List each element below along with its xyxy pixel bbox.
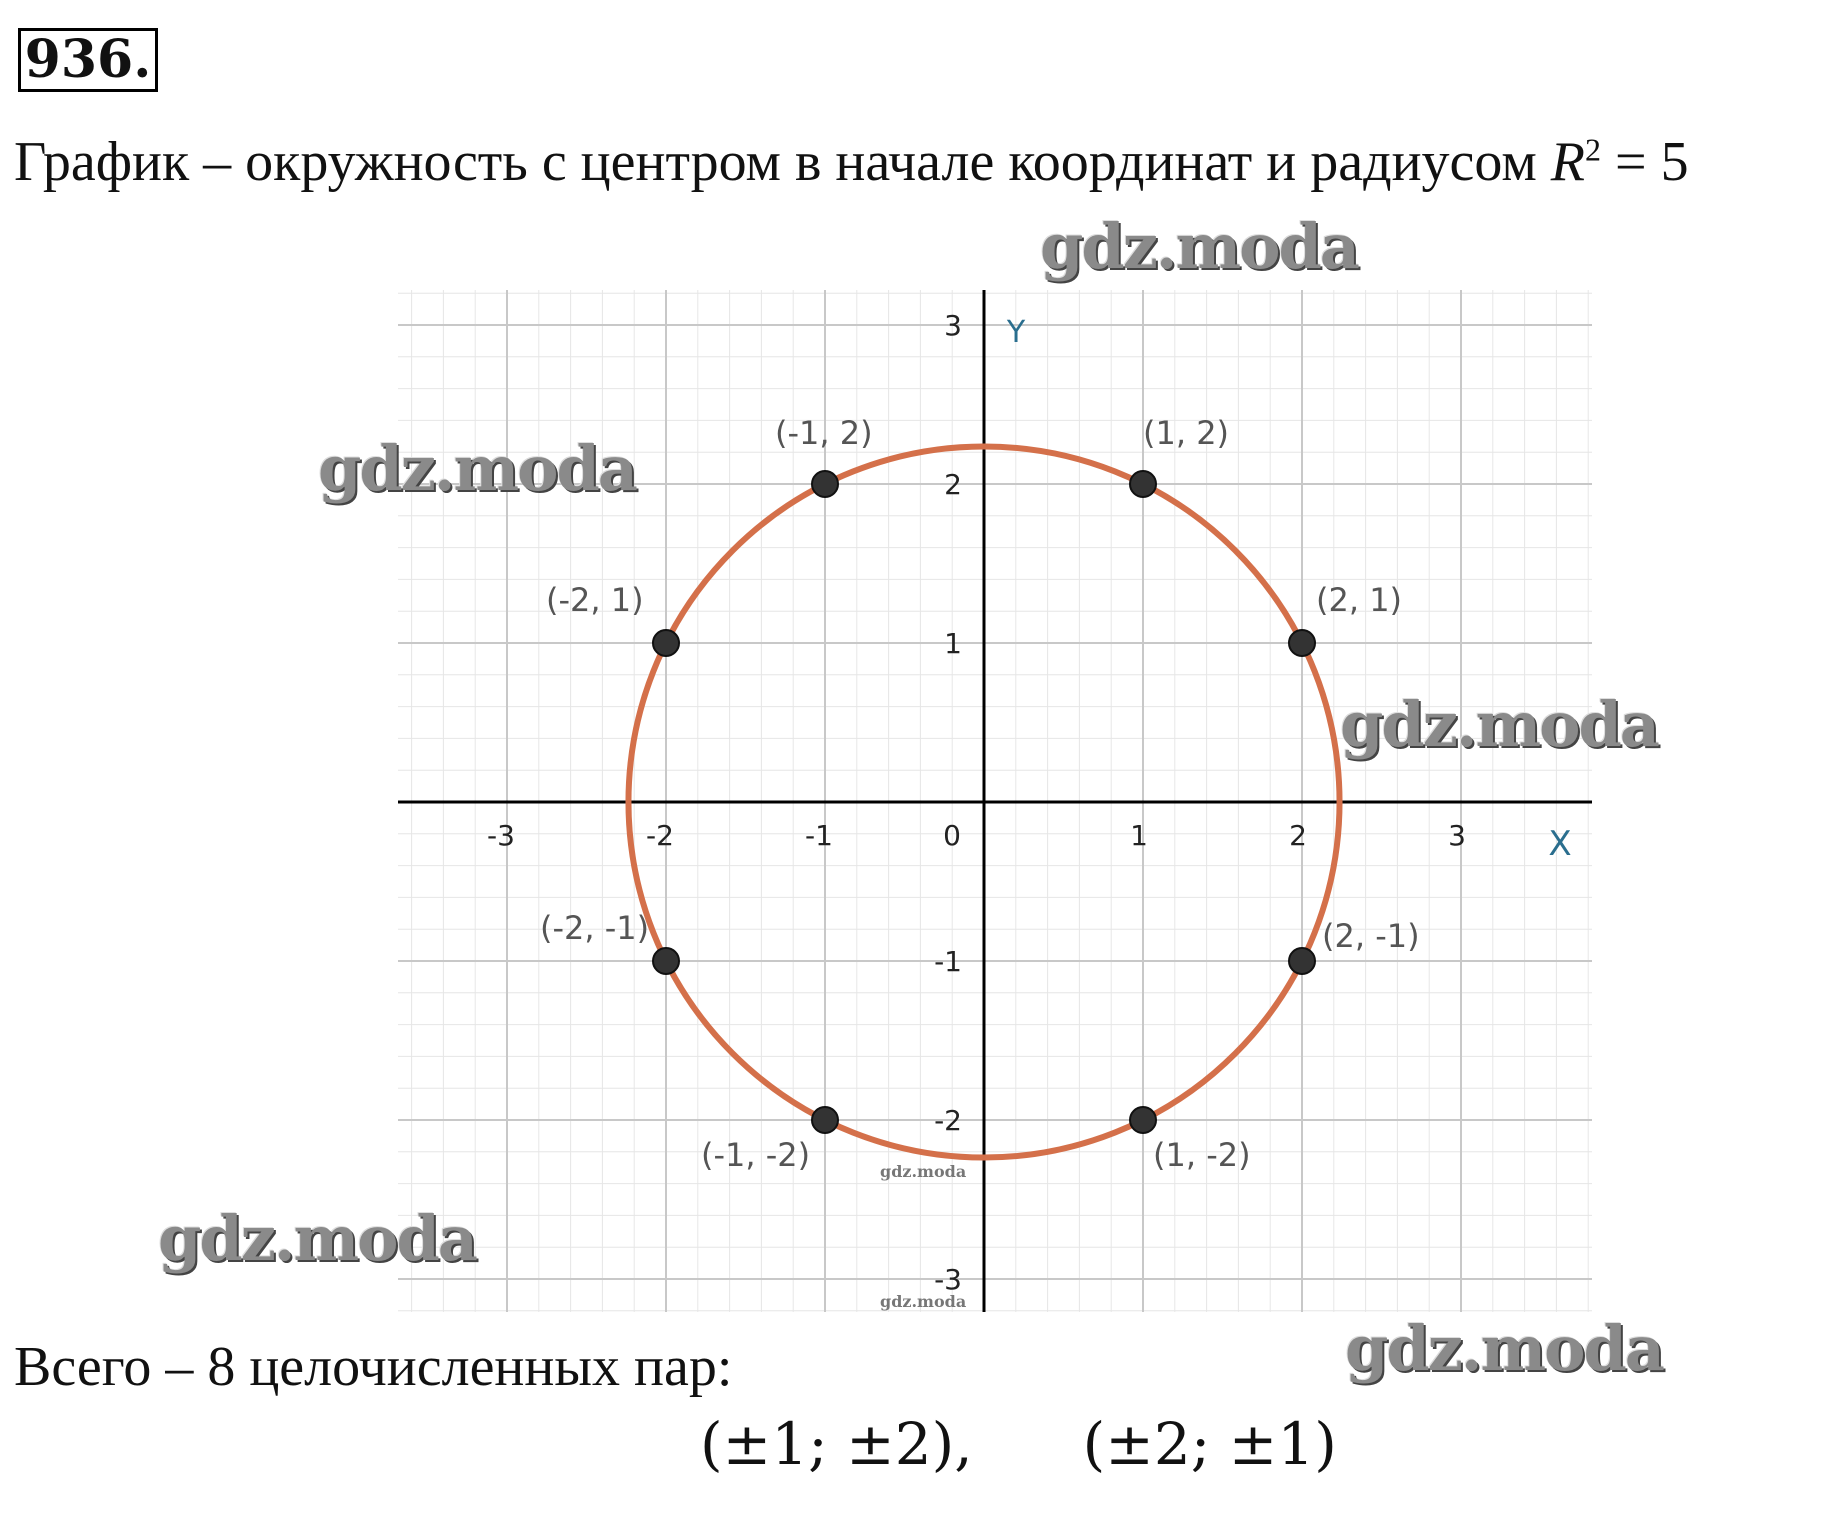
point-label: (-2, -1)	[540, 909, 650, 947]
answer-pair-1: (±1; ±2),	[700, 1410, 973, 1478]
x-tick-label: 1	[1130, 819, 1148, 852]
x-tick-label: 3	[1448, 819, 1466, 852]
point-label: (1, 2)	[1143, 414, 1230, 452]
point-label: (-2, 1)	[546, 581, 644, 619]
total-text: Всего – 8 целочисленных пар:	[14, 1336, 733, 1398]
data-point	[1289, 948, 1315, 974]
data-point	[1289, 630, 1315, 656]
data-point	[653, 630, 679, 656]
data-point	[1130, 1107, 1156, 1133]
data-point	[812, 1107, 838, 1133]
x-tick-label: -2	[646, 819, 674, 852]
problem-number: 936.	[18, 28, 158, 92]
y-tick-label: -1	[934, 945, 962, 978]
x-axis-label: X	[1548, 824, 1572, 864]
statement-text: График – окружность с центром в начале координат и радиусом	[14, 131, 1551, 193]
point-label: (-1, 2)	[775, 414, 873, 452]
y-tick-label: 3	[944, 309, 962, 342]
watermark: gdz.moda	[318, 432, 636, 505]
statement-variable: R	[1550, 131, 1585, 193]
x-tick-label: -3	[487, 819, 515, 852]
y-tick-label: -2	[934, 1104, 962, 1137]
watermark: gdz.moda	[880, 1292, 967, 1311]
x-tick-label: 0	[943, 819, 961, 852]
x-tick-label: 2	[1289, 819, 1307, 852]
point-label: (2, -1)	[1322, 917, 1420, 955]
watermark: gdz.moda	[158, 1202, 476, 1275]
data-point	[812, 471, 838, 497]
watermark: gdz.moda	[1340, 688, 1658, 761]
answer-pair-2: (±2; ±1)	[1082, 1410, 1337, 1478]
answer-line	[700, 1410, 1337, 1478]
point-label: (-1, -2)	[701, 1136, 811, 1174]
y-tick-label: 2	[944, 468, 962, 501]
statement-tail: = 5	[1601, 131, 1689, 193]
x-tick-label: -1	[805, 819, 833, 852]
data-point	[653, 948, 679, 974]
data-point	[1130, 471, 1156, 497]
watermark: gdz.moda	[880, 1162, 967, 1181]
statement-exponent: 2	[1585, 131, 1601, 168]
watermark: gdz.moda	[1345, 1312, 1663, 1385]
point-label: (2, 1)	[1316, 581, 1403, 619]
y-tick-label: -3	[934, 1263, 962, 1296]
watermark: gdz.moda	[1040, 210, 1358, 283]
y-axis-label: Y	[1006, 315, 1026, 350]
y-tick-label: 1	[944, 627, 962, 660]
point-label: (1, -2)	[1153, 1136, 1251, 1174]
